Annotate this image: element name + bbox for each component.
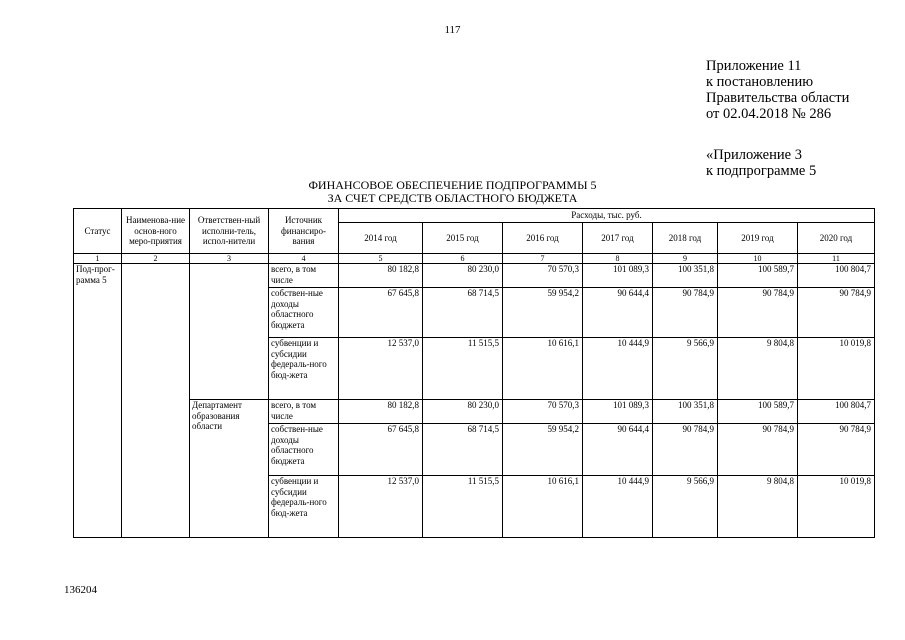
event-cell <box>122 264 190 538</box>
header-source: Источник финансиро-вания <box>269 209 339 254</box>
title-line: ФИНАНСОВОЕ ОБЕСПЕЧЕНИЕ ПОДПРОГРАММЫ 5 <box>308 178 597 192</box>
value-cell: 80 230,0 <box>423 264 503 288</box>
value-cell: 9 566,9 <box>653 338 718 400</box>
value-cell: 11 515,5 <box>423 476 503 538</box>
table-row <box>74 264 875 288</box>
financing-table <box>73 208 875 538</box>
column-number: 11 <box>798 254 875 264</box>
value-cell: 68 714,5 <box>423 424 503 476</box>
value-cell: 67 645,8 <box>339 424 423 476</box>
header-year: 2019 год <box>718 223 798 254</box>
executor-cell <box>190 264 269 400</box>
value-cell: 90 784,9 <box>798 288 875 338</box>
value-cell: 100 351,8 <box>653 400 718 424</box>
header-year: 2020 год <box>798 223 875 254</box>
appendix-line: к постановлению <box>706 74 814 90</box>
appendix-block <box>706 58 849 122</box>
value-cell: 90 784,9 <box>653 424 718 476</box>
source-cell: субвенции и субсидии федераль-ного бюд-жета <box>269 476 339 538</box>
value-cell: 9 566,9 <box>653 476 718 538</box>
value-cell: 68 714,5 <box>423 288 503 338</box>
header-event: Наименова-ние основ-ного меро-приятия <box>122 209 190 254</box>
value-cell: 100 804,7 <box>798 264 875 288</box>
header-year: 2014 год <box>339 223 423 254</box>
title-line: ЗА СЧЕТ СРЕДСТВ ОБЛАСТНОГО БЮДЖЕТА <box>327 191 578 205</box>
appendix-block-2 <box>706 147 816 179</box>
appendix-line: от 02.04.2018 № 286 <box>706 106 832 122</box>
value-cell: 10 019,8 <box>798 476 875 538</box>
value-cell: 80 230,0 <box>423 400 503 424</box>
status-cell: Под-прог-рамма 5 <box>74 264 122 538</box>
value-cell: 90 644,4 <box>583 288 653 338</box>
value-cell: 100 589,7 <box>718 400 798 424</box>
header-year: 2018 год <box>653 223 718 254</box>
column-number: 3 <box>190 254 269 264</box>
source-cell: собствен-ные доходы областного бюджета <box>269 424 339 476</box>
appendix-line: «Приложение 3 <box>706 147 802 163</box>
value-cell: 90 784,9 <box>718 424 798 476</box>
column-number: 1 <box>74 254 122 264</box>
document-title <box>0 179 905 205</box>
column-number: 2 <box>122 254 190 264</box>
source-cell: субвенции и субсидии федераль-ного бюд-жета <box>269 338 339 400</box>
header-year: 2015 год <box>423 223 503 254</box>
executor-cell: Департамент образования области <box>190 400 269 538</box>
value-cell: 9 804,8 <box>718 338 798 400</box>
header-year: 2016 год <box>503 223 583 254</box>
table-row <box>74 400 875 424</box>
value-cell: 10 444,9 <box>583 476 653 538</box>
value-cell: 90 784,9 <box>718 288 798 338</box>
value-cell: 101 089,3 <box>583 400 653 424</box>
value-cell: 70 570,3 <box>503 264 583 288</box>
header-year: 2017 год <box>583 223 653 254</box>
value-cell: 10 616,1 <box>503 338 583 400</box>
header-expenses: Расходы, тыс. руб. <box>339 209 875 223</box>
value-cell: 11 515,5 <box>423 338 503 400</box>
header-executor: Ответствен-ный исполни-тель, испол-нители <box>190 209 269 254</box>
appendix-line: Приложение 11 <box>706 58 802 74</box>
value-cell: 80 182,8 <box>339 264 423 288</box>
page-number: 117 <box>444 24 461 36</box>
value-cell: 100 351,8 <box>653 264 718 288</box>
document-code: 136204 <box>64 584 97 596</box>
column-number: 6 <box>423 254 503 264</box>
value-cell: 12 537,0 <box>339 338 423 400</box>
value-cell: 12 537,0 <box>339 476 423 538</box>
value-cell: 9 804,8 <box>718 476 798 538</box>
source-cell: всего, в том числе <box>269 400 339 424</box>
value-cell: 90 784,9 <box>653 288 718 338</box>
column-numbers-row <box>74 254 875 264</box>
value-cell: 101 089,3 <box>583 264 653 288</box>
appendix-line: Правительства области <box>706 90 850 106</box>
value-cell: 70 570,3 <box>503 400 583 424</box>
value-cell: 100 804,7 <box>798 400 875 424</box>
column-number: 8 <box>583 254 653 264</box>
column-number: 4 <box>269 254 339 264</box>
value-cell: 59 954,2 <box>503 424 583 476</box>
value-cell: 59 954,2 <box>503 288 583 338</box>
value-cell: 90 644,4 <box>583 424 653 476</box>
value-cell: 90 784,9 <box>798 424 875 476</box>
value-cell: 10 444,9 <box>583 338 653 400</box>
value-cell: 67 645,8 <box>339 288 423 338</box>
column-number: 7 <box>503 254 583 264</box>
column-number: 5 <box>339 254 423 264</box>
value-cell: 10 019,8 <box>798 338 875 400</box>
value-cell: 80 182,8 <box>339 400 423 424</box>
column-number: 10 <box>718 254 798 264</box>
appendix-line: к подпрограмме 5 <box>706 163 817 179</box>
source-cell: собствен-ные доходы областного бюджета <box>269 288 339 338</box>
value-cell: 100 589,7 <box>718 264 798 288</box>
column-number: 9 <box>653 254 718 264</box>
value-cell: 10 616,1 <box>503 476 583 538</box>
header-status: Статус <box>74 209 122 254</box>
source-cell: всего, в том числе <box>269 264 339 288</box>
